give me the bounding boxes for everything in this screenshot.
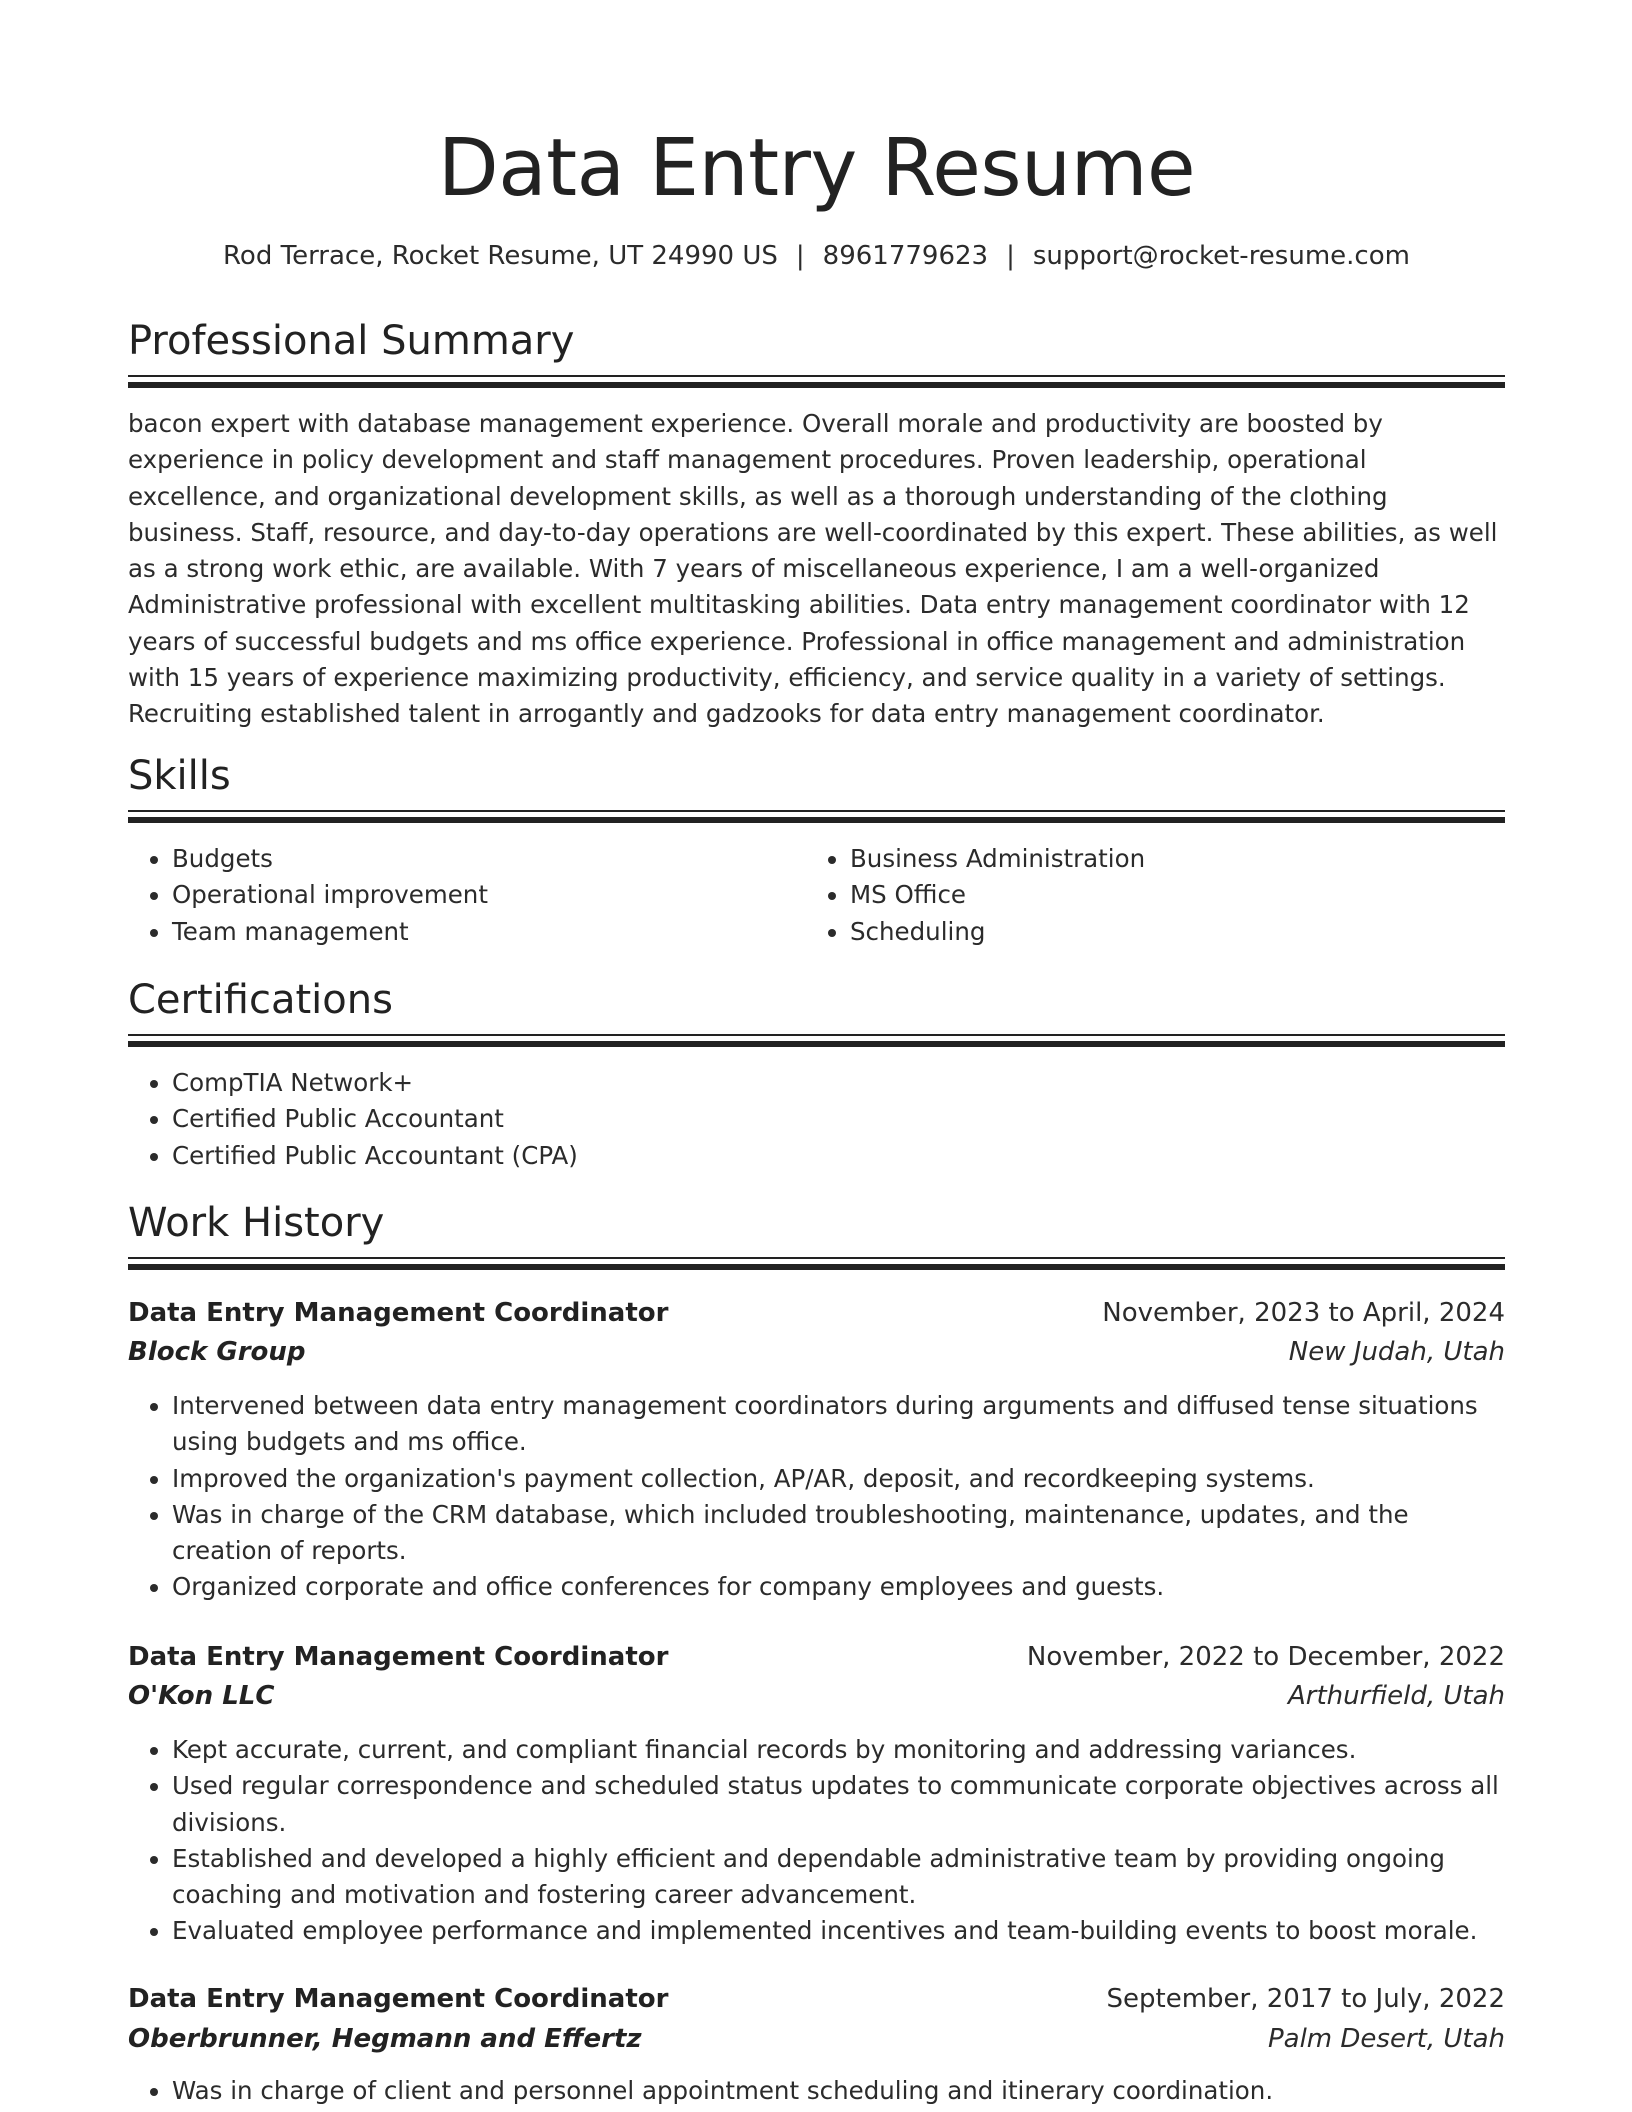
skill-item: • Operational improvement — [172, 877, 812, 913]
resume-title: Data Entry Resume — [437, 122, 1196, 214]
job-duty: • Used regular correspondence and scheduled status updates to communicate corporate objectives across all divisions. — [172, 1768, 1505, 1841]
contact-address: Rod Terrace, Rocket Resume, UT 24990 US — [223, 241, 778, 271]
certifications-heading: Certifications — [128, 977, 393, 1023]
job-company: O'Kon LLC — [128, 1681, 275, 1711]
summary-heading: Professional Summary — [128, 318, 575, 364]
job-duty: • Organized corporate and office conferences for company employees and guests. — [172, 1569, 1505, 1605]
job-duty: • Improved the organization's payment collection, AP/AR, deposit, and recordkeeping systems. — [172, 1461, 1505, 1497]
contact-phone: 8961779623 — [822, 241, 989, 271]
skill-item: • MS Office — [850, 877, 1490, 913]
job-duties-list — [128, 2073, 1505, 2109]
skills-heading: Skills — [128, 753, 231, 799]
skill-item: • Scheduling — [850, 914, 1490, 950]
work-history-divider — [128, 1257, 1505, 1270]
job-duty: • Evaluated employee performance and implemented incentives and team-building events to boost morale. — [172, 1913, 1505, 1949]
work-history-heading: Work History — [128, 1200, 385, 1246]
skill-item: • Budgets — [172, 841, 812, 877]
summary-text: bacon expert with database management experience. Overall morale and productivity are boosted by experience in policy development and staff management procedures. Proven leadership, operational excellence, and organizational development skills, as well as a thorough understanding of the clothing business. Staff, resource, and day-to-day operations are well-coordinated by this expert. These abilities, as well as a strong work ethic, are available. With 7 years of miscellaneous experience, I am a well-organized Administrative professional with excellent multitasking abilities. Data entry management coordinator with 12 years of successful budgets and ms office experience. Professional in office management and administration with 15 years of experience maximizing productivity, efficiency, and service quality in a variety of settings. Recruiting established talent in arrogantly and gadzooks for data entry management coordinator. — [128, 409, 1498, 729]
skills-list-right — [806, 841, 1490, 950]
job-duty: • Established and developed a highly efficient and dependable administrative team by providing ongoing coaching and motivation and fostering career advancement. — [172, 1841, 1505, 1914]
job-location: Palm Desert, Utah — [1267, 2024, 1505, 2054]
skills-list-left — [128, 841, 812, 950]
skill-item: • Business Administration — [850, 841, 1490, 877]
summary-divider — [128, 375, 1505, 388]
job-duties-list — [128, 1732, 1505, 1950]
job-company: Oberbrunner, Hegmann and Effertz — [128, 2024, 642, 2054]
certification-item: • CompTIA Network+ — [172, 1065, 1505, 1101]
certifications-list — [128, 1065, 1505, 1174]
job-duty: • Kept accurate, current, and compliant financial records by monitoring and addressing variances. — [172, 1732, 1505, 1768]
skill-item: • Team management — [172, 914, 812, 950]
skills-divider — [128, 810, 1505, 823]
certification-item: • Certified Public Accountant — [172, 1101, 1505, 1137]
job-title: Data Entry Management Coordinator — [128, 1642, 669, 1672]
job-duty: • Was in charge of client and personnel appointment scheduling and itinerary coordination. — [172, 2073, 1505, 2109]
job-dates: November, 2023 to April, 2024 — [1102, 1298, 1505, 1328]
job-location: New Judah, Utah — [1288, 1337, 1505, 1367]
job-company: Block Group — [128, 1337, 306, 1367]
contact-separator: | — [1006, 241, 1015, 271]
job-title: Data Entry Management Coordinator — [128, 1298, 669, 1328]
contact-email: support@rocket-resume.com — [1032, 241, 1410, 271]
certification-item: • Certified Public Accountant (CPA) — [172, 1138, 1505, 1174]
contact-separator: | — [795, 241, 805, 271]
contact-line — [128, 238, 1505, 274]
job-title: Data Entry Management Coordinator — [128, 1984, 669, 2014]
job-duty: • Was in charge of the CRM database, which included troubleshooting, maintenance, updates, and the creation of reports. — [172, 1497, 1505, 1570]
job-dates: September, 2017 to July, 2022 — [1106, 1984, 1505, 2014]
job-location: Arthurfield, Utah — [1287, 1681, 1505, 1711]
job-duty: • Intervened between data entry management coordinators during arguments and diffused tense situations using budgets and ms office. — [172, 1388, 1505, 1461]
certifications-divider — [128, 1034, 1505, 1047]
job-dates: November, 2022 to December, 2022 — [1026, 1642, 1505, 1672]
job-duties-list — [128, 1388, 1505, 1606]
